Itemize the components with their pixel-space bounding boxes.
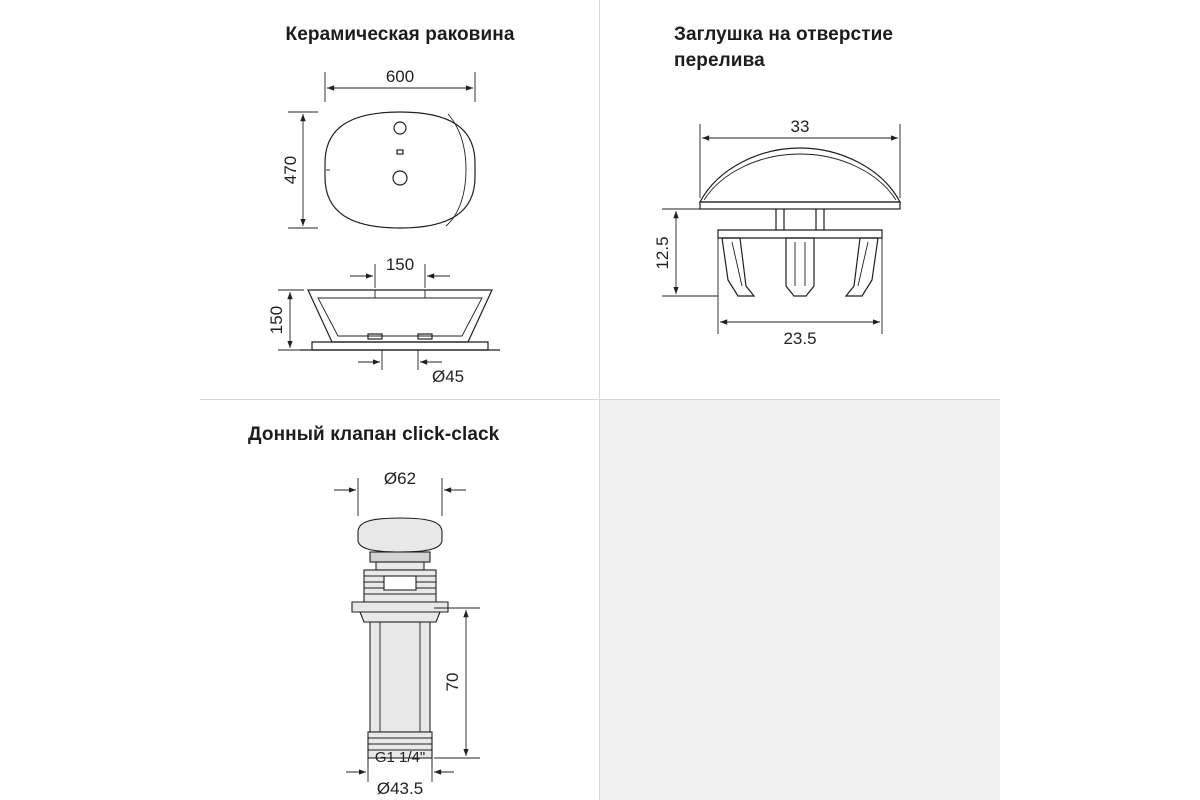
dim-sink-height: 150 (267, 305, 286, 335)
panel-title-overflow: Заглушка на отверстие перелива (674, 24, 894, 71)
dim-tap-spacing: 150 (385, 255, 415, 274)
panel-click-clack-valve (200, 400, 600, 800)
dim-sink-depth: 470 (281, 155, 300, 185)
dim-valve-thread: G1 1/4" (374, 749, 426, 766)
panel-overflow-cap (600, 0, 1000, 400)
right-margin (1000, 0, 1200, 800)
dim-overflow-cap-width: 33 (790, 117, 810, 136)
panel-ceramic-sink (200, 0, 600, 400)
panel-empty (600, 400, 1000, 800)
panel-title-sink: Керамическая раковина (285, 24, 515, 45)
panel-title-valve: Донный клапан click-clack (248, 424, 500, 445)
valve-drawing (200, 460, 600, 800)
dim-valve-cap-diameter: Ø62 (383, 469, 417, 488)
dim-overflow-height: 12.5 (653, 236, 672, 270)
dim-valve-length: 70 (443, 672, 462, 692)
left-margin (0, 0, 200, 800)
dim-overflow-body-width: 23.5 (783, 329, 817, 348)
dim-sink-width: 600 (385, 67, 415, 86)
dim-valve-flange-diameter: Ø43.5 (376, 779, 424, 798)
overflow-drawing (600, 90, 1000, 390)
dim-drain-hole: Ø45 (432, 367, 465, 386)
sink-drawing (200, 50, 600, 410)
